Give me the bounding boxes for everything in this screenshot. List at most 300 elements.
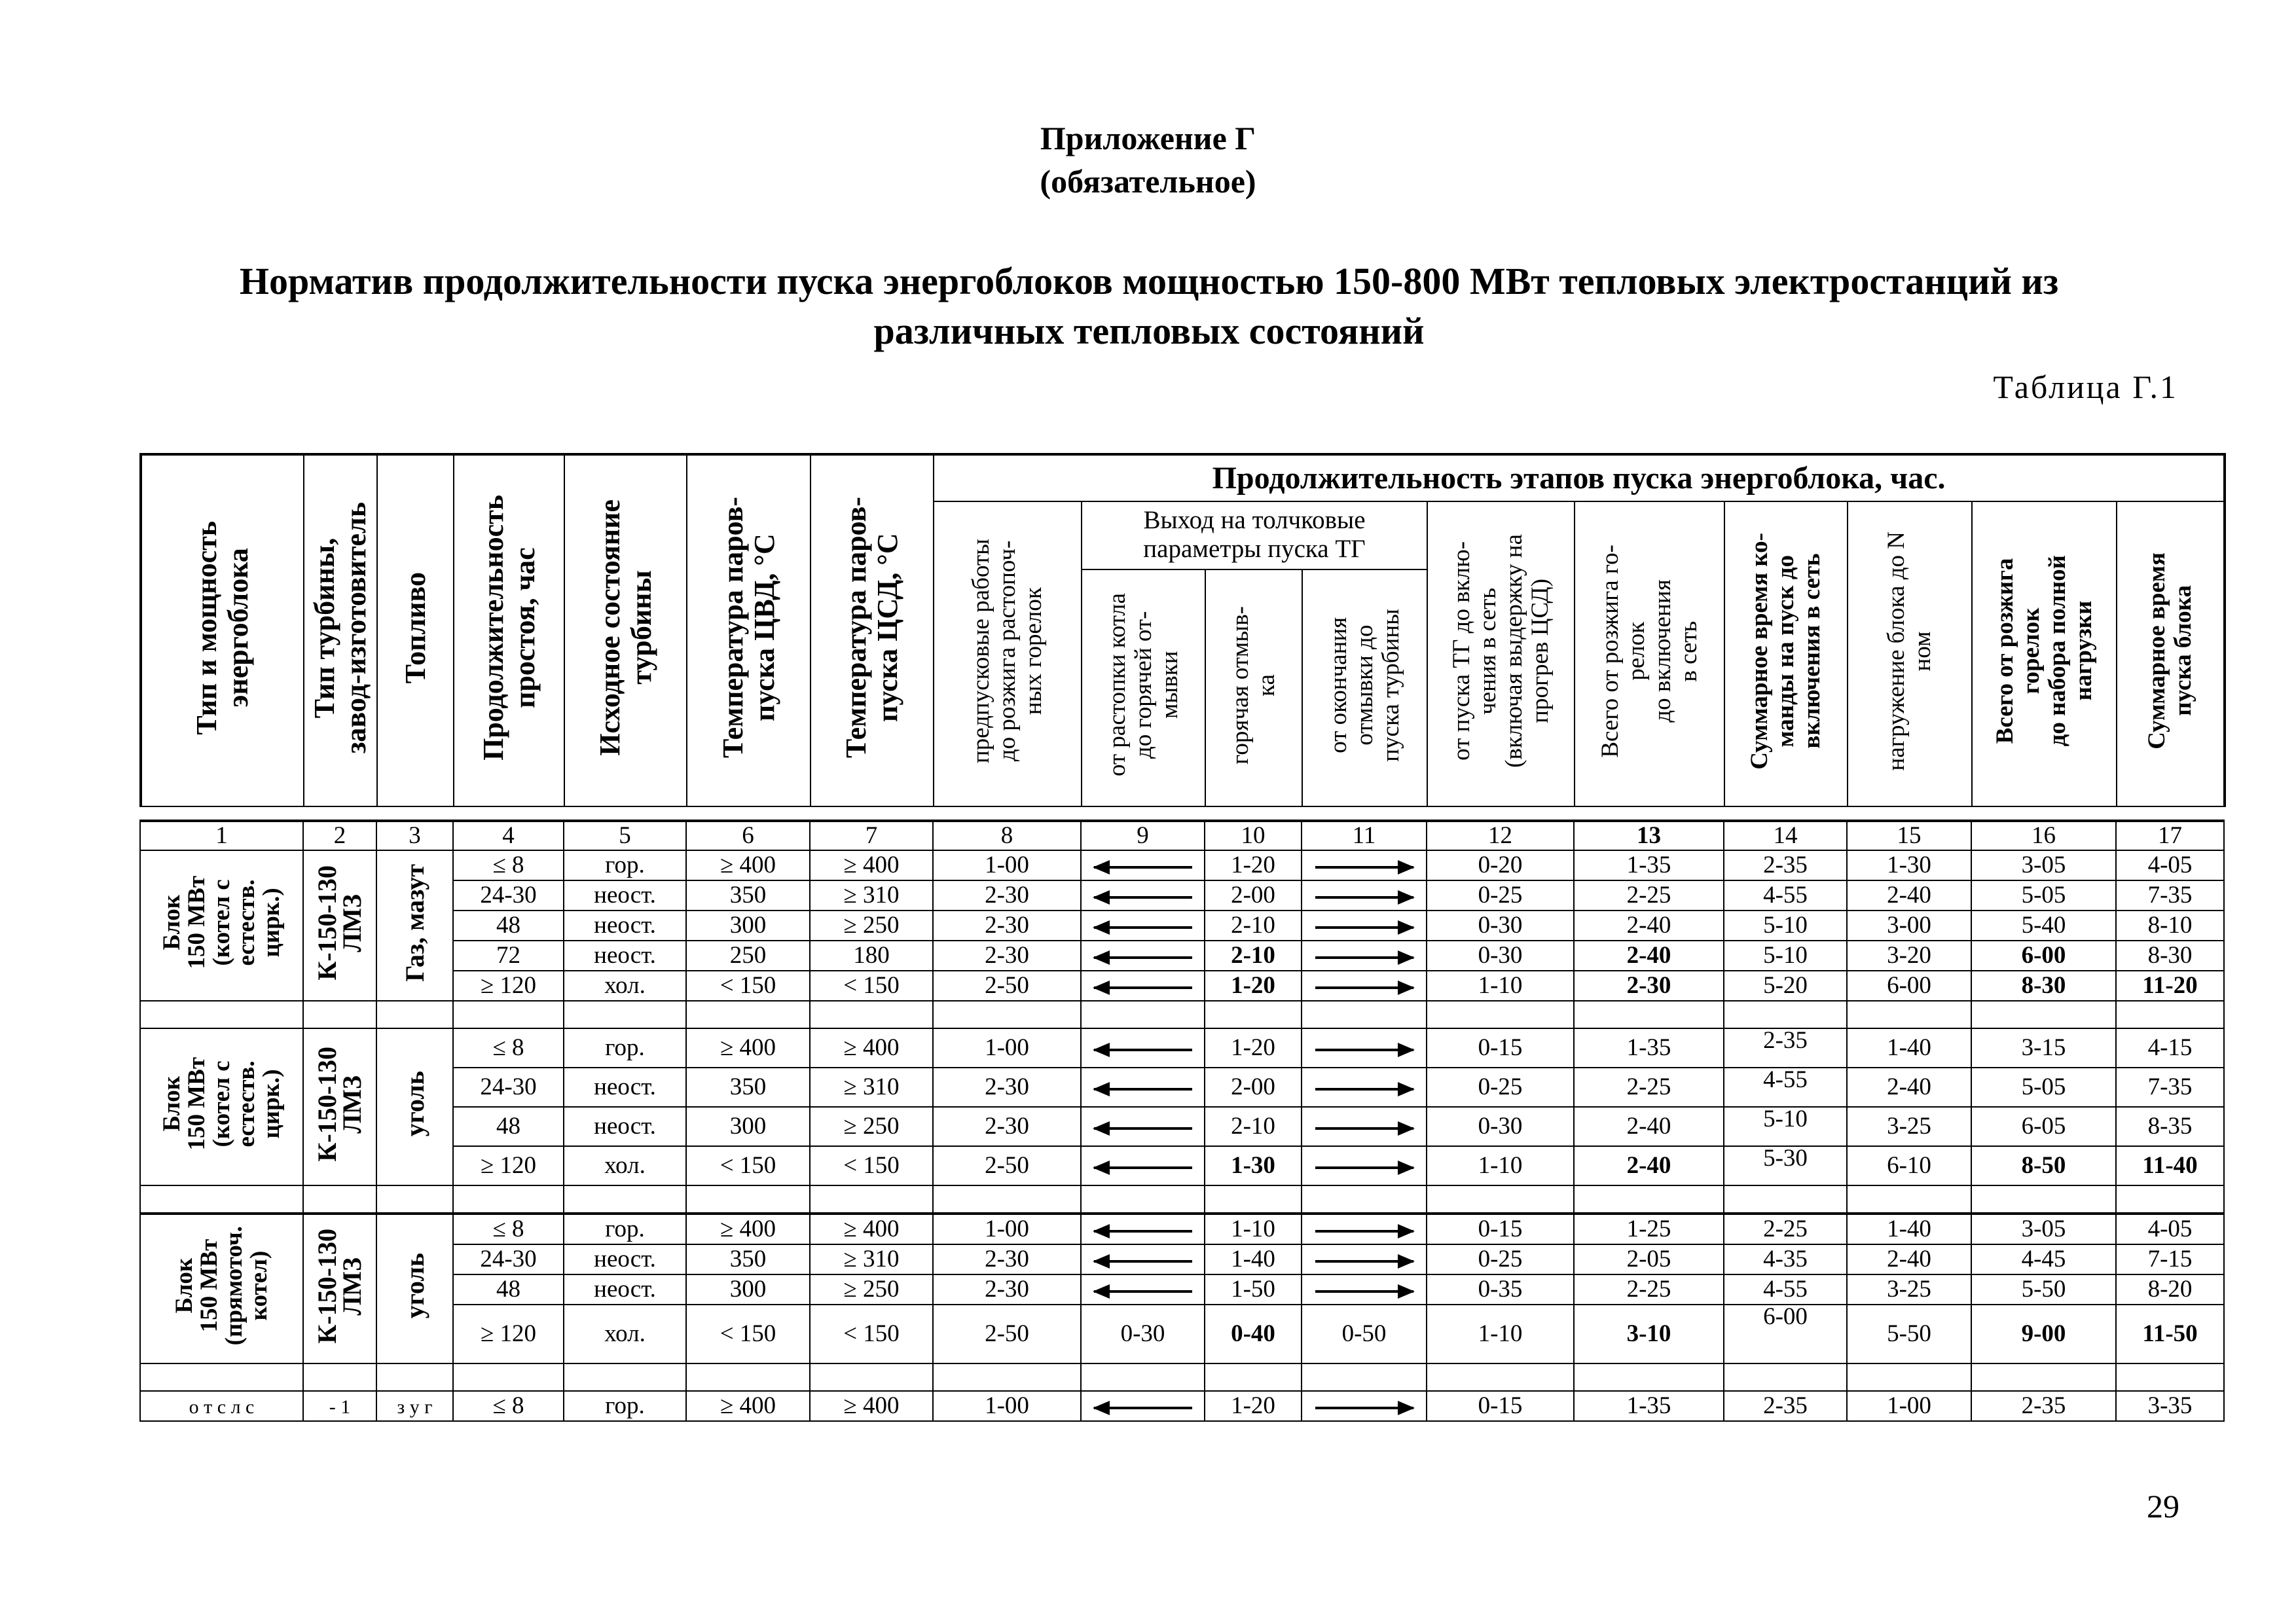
cell-t-cvd: 300 <box>686 911 810 941</box>
empty-cell <box>1847 1185 1971 1214</box>
empty-cell <box>686 1001 810 1028</box>
cell-c15: 6-00 <box>1847 971 1971 1001</box>
cell-c12: 0-15 <box>1427 1028 1574 1068</box>
arrow-left-cell <box>1081 1391 1205 1421</box>
col-number: 15 <box>1847 821 1971 850</box>
arrow-left-cell <box>1081 911 1205 941</box>
cell-state: неост. <box>564 1274 686 1305</box>
turbine-type-label: К-150-130 ЛМЗ <box>312 865 367 981</box>
col-number: 12 <box>1427 821 1574 850</box>
arrow-left-cell <box>1081 941 1205 971</box>
cell-c14: 2-35 <box>1724 850 1847 880</box>
cell-idle: ≤ 8 <box>453 1028 564 1068</box>
fuel-fragment <box>376 1391 453 1421</box>
empty-cell <box>686 1363 810 1391</box>
empty-cell <box>303 1363 376 1391</box>
cell-c16: 9-00 <box>1971 1305 2116 1363</box>
empty-cell <box>1205 1001 1302 1028</box>
cell-state: гор. <box>564 850 686 880</box>
empty-cell <box>810 1363 933 1391</box>
cell-t-cvd: < 150 <box>686 1146 810 1185</box>
cell-c16: 5-50 <box>1971 1274 2116 1305</box>
empty-cell <box>1971 1001 2116 1028</box>
arrow-right-icon <box>1315 1290 1413 1293</box>
empty-cell <box>1574 1185 1724 1214</box>
header-output-params: Выход на толчковые параметры пуска ТГ <box>1082 501 1427 569</box>
empty-cell <box>1302 1185 1427 1214</box>
cell-c14: 4-55 <box>1724 880 1847 911</box>
arrow-left-icon <box>1094 896 1192 899</box>
table-row <box>140 911 2224 941</box>
empty-cell <box>1971 1363 2116 1391</box>
empty-cell <box>376 1363 453 1391</box>
col-number: 10 <box>1205 821 1302 850</box>
cell-idle: ≥ 120 <box>453 1146 564 1185</box>
appendix-status: (обязательное) <box>1040 163 1256 200</box>
cell-c8: 2-50 <box>933 971 1081 1001</box>
cell-c14: 4-35 <box>1724 1244 1847 1274</box>
cell-c15: 3-20 <box>1847 941 1971 971</box>
cell-c8: 2-30 <box>933 880 1081 911</box>
arrow-left-icon <box>1094 1290 1192 1293</box>
cell-c17: 8-30 <box>2116 941 2224 971</box>
col-number: 8 <box>933 821 1081 850</box>
cell-state: неост. <box>564 911 686 941</box>
arrow-right-cell <box>1302 1146 1427 1185</box>
table-row <box>140 1391 2224 1421</box>
cell-c16: 6-00 <box>1971 941 2116 971</box>
header-hot-flush: горячая отмыв- ка <box>1205 569 1302 806</box>
empty-cell <box>1574 1363 1724 1391</box>
col-number: 5 <box>564 821 686 850</box>
col-number: 9 <box>1081 821 1205 850</box>
arrow-left-cell <box>1081 1214 1205 1244</box>
arrow-right-icon <box>1315 1049 1413 1051</box>
cell-t-cvd: ≥ 400 <box>686 1214 810 1244</box>
col-number: 11 <box>1302 821 1427 850</box>
arrow-right-icon <box>1315 1230 1413 1233</box>
cell-c14: 2-25 <box>1724 1214 1847 1244</box>
empty-cell <box>303 1185 376 1214</box>
arrow-left-cell <box>1081 1146 1205 1185</box>
empty-cell <box>1847 1001 1971 1028</box>
cell-c15: 1-00 <box>1847 1391 1971 1421</box>
cell-t-csd: < 150 <box>810 971 933 1001</box>
cell-c17: 4-15 <box>2116 1028 2224 1068</box>
cell-c8: 2-30 <box>933 1244 1081 1274</box>
table-header <box>139 453 2226 807</box>
header-stage-duration: Продолжительность этапов пуска энергоблока, час. <box>934 454 2225 501</box>
cell-c12: 0-30 <box>1427 911 1574 941</box>
arrow-left-cell <box>1081 1244 1205 1274</box>
fuel-label: уголь <box>399 1253 429 1319</box>
cell-c12: 0-25 <box>1427 1244 1574 1274</box>
arrow-right-cell <box>1302 1068 1427 1107</box>
arrow-left-cell <box>1081 880 1205 911</box>
cell-c14: 5-20 <box>1724 971 1847 1001</box>
empty-cell <box>1302 1363 1427 1391</box>
header-idle-duration: Продолжительность простоя, час <box>454 454 564 806</box>
spacer-row <box>140 1185 2224 1214</box>
cell-c17: 11-50 <box>2116 1305 2224 1363</box>
arrow-left-icon <box>1094 1049 1192 1051</box>
cell-c15: 2-40 <box>1847 880 1971 911</box>
header-turbine-type: Тип турбины, завод-изготовитель <box>304 454 377 806</box>
arrow-right-cell <box>1302 1214 1427 1244</box>
cell-t-cvd: < 150 <box>686 1305 810 1363</box>
cell-state: неост. <box>564 941 686 971</box>
cell-c10: 1-40 <box>1205 1244 1302 1274</box>
col-number: 17 <box>2116 821 2224 850</box>
unit-type-fragment-text: о т с л с <box>189 1396 255 1418</box>
empty-cell <box>1427 1001 1574 1028</box>
arrow-right-cell <box>1302 1244 1427 1274</box>
empty-cell <box>1971 1185 2116 1214</box>
cell-t-cvd: 300 <box>686 1107 810 1146</box>
cell-c14: 4-55 <box>1724 1068 1847 1107</box>
table-row <box>140 941 2224 971</box>
empty-cell <box>453 1185 564 1214</box>
cell-c8: 1-00 <box>933 1214 1081 1244</box>
empty-cell <box>933 1185 1081 1214</box>
turbine-fragment <box>303 1391 376 1421</box>
cell-c17: 8-35 <box>2116 1107 2224 1146</box>
fuel-cell <box>376 1028 453 1185</box>
arrow-left-cell <box>1081 850 1205 880</box>
cell-t-csd: < 150 <box>810 1305 933 1363</box>
cell-c14: 4-55 <box>1724 1274 1847 1305</box>
spacer-row <box>140 1001 2224 1028</box>
arrow-right-icon <box>1315 866 1413 869</box>
table-row <box>140 850 2224 880</box>
cell-t-csd: ≥ 310 <box>810 880 933 911</box>
header-fuel: Топливо <box>377 454 454 806</box>
empty-cell <box>686 1185 810 1214</box>
col-number: 13 <box>1574 821 1724 850</box>
arrow-right-cell <box>1302 971 1427 1001</box>
cell-c8: 2-30 <box>933 1107 1081 1146</box>
header-tg-to-grid: от пуска ТГ до вклю- чения в сеть (включая выдержку на прогрев ЦСД) <box>1427 501 1575 806</box>
column-numbers-row <box>140 821 2224 850</box>
cell-c13: 3-10 <box>1574 1305 1724 1363</box>
cell-t-cvd: ≥ 400 <box>686 1028 810 1068</box>
unit-type-fragment <box>140 1391 303 1421</box>
arrow-left-icon <box>1094 1260 1192 1263</box>
cell-idle: 72 <box>453 941 564 971</box>
table-row <box>140 971 2224 1001</box>
header-temp-cvd: Температура паров- пуска ЦВД, °С <box>687 454 811 806</box>
cell-state: хол. <box>564 971 686 1001</box>
cell-c10: 2-10 <box>1205 911 1302 941</box>
table-row <box>140 880 2224 911</box>
cell-idle: 24-30 <box>453 880 564 911</box>
fuel-label: Газ, мазут <box>399 863 429 982</box>
cell-c10: 1-50 <box>1205 1274 1302 1305</box>
turbine-type-label: К-150-130 ЛМЗ <box>312 1046 367 1162</box>
col-number: 3 <box>376 821 453 850</box>
cell-c12: 0-25 <box>1427 880 1574 911</box>
table-row <box>140 1068 2224 1107</box>
fuel-fragment-text: з у г <box>397 1396 433 1418</box>
cell-c14: 5-30 <box>1724 1146 1847 1185</box>
cell-c17: 8-10 <box>2116 911 2224 941</box>
header-boiler-to-flush: от растопки котла до горячей от- мывки <box>1082 569 1205 806</box>
cell-c13: 2-40 <box>1574 911 1724 941</box>
cell-c9: 0-30 <box>1081 1305 1205 1363</box>
cell-c17: 11-20 <box>2116 971 2224 1001</box>
cell-state: хол. <box>564 1146 686 1185</box>
cell-c10: 1-20 <box>1205 971 1302 1001</box>
turbine-type-cell <box>303 850 376 1001</box>
cell-idle: ≤ 8 <box>453 1214 564 1244</box>
cell-c10: 1-10 <box>1205 1214 1302 1244</box>
col-number: 4 <box>453 821 564 850</box>
table-row <box>140 1146 2224 1185</box>
data-table <box>139 820 2225 1422</box>
arrow-left-cell <box>1081 1068 1205 1107</box>
cell-c16: 5-05 <box>1971 880 2116 911</box>
cell-c12: 0-30 <box>1427 941 1574 971</box>
cell-c13: 2-05 <box>1574 1244 1724 1274</box>
arrow-left-icon <box>1094 866 1192 869</box>
empty-cell <box>564 1363 686 1391</box>
cell-state: неост. <box>564 880 686 911</box>
empty-cell <box>2116 1185 2224 1214</box>
document-title: Норматив продолжительности пуска энергоблоков мощностью 150-800 МВт тепловых электростанций из различных тепловых состояний <box>239 260 2059 352</box>
arrow-left-cell <box>1081 971 1205 1001</box>
unit-type-cell <box>140 1214 303 1363</box>
cell-c16: 5-05 <box>1971 1068 2116 1107</box>
empty-cell <box>1081 1185 1205 1214</box>
arrow-right-cell <box>1302 1028 1427 1068</box>
fuel-cell <box>376 850 453 1001</box>
table-row <box>140 1305 2224 1363</box>
col-number: 14 <box>1724 821 1847 850</box>
unit-type-label: Блок 150 МВт (котел с естеств. цирк.) <box>158 1057 285 1151</box>
cell-c8: 2-30 <box>933 911 1081 941</box>
cell-c15: 3-00 <box>1847 911 1971 941</box>
cell-idle: 48 <box>453 1107 564 1146</box>
cell-c12: 1-10 <box>1427 971 1574 1001</box>
arrow-left-icon <box>1094 956 1192 959</box>
cell-c12: 0-20 <box>1427 850 1574 880</box>
cell-c17: 7-35 <box>2116 880 2224 911</box>
empty-cell <box>376 1001 453 1028</box>
arrow-right-cell <box>1302 911 1427 941</box>
cell-c8: 2-50 <box>933 1305 1081 1363</box>
empty-cell <box>1427 1185 1574 1214</box>
cell-t-cvd: 350 <box>686 1244 810 1274</box>
cell-c8: 2-30 <box>933 1068 1081 1107</box>
table-row <box>140 1274 2224 1305</box>
page-number: 29 <box>2147 1488 2179 1525</box>
empty-cell <box>1427 1363 1574 1391</box>
cell-c12: 0-15 <box>1427 1391 1574 1421</box>
cell-t-csd: 180 <box>810 941 933 971</box>
header-temp-csd: Температура паров- пуска ЦСД, °С <box>811 454 934 806</box>
arrow-right-icon <box>1315 1166 1413 1169</box>
cell-c10: 1-30 <box>1205 1146 1302 1185</box>
cell-c12: 0-30 <box>1427 1107 1574 1146</box>
fuel-label: уголь <box>399 1071 429 1137</box>
cell-t-csd: ≥ 310 <box>810 1244 933 1274</box>
cell-state: хол. <box>564 1305 686 1363</box>
cell-c11: 0-50 <box>1302 1305 1427 1363</box>
unit-type-cell <box>140 850 303 1001</box>
cell-state: неост. <box>564 1244 686 1274</box>
header-prestart-works: предпусковые работы до розжига растопоч- ных горелок <box>934 501 1082 806</box>
empty-cell <box>2116 1001 2224 1028</box>
cell-c17: 7-35 <box>2116 1068 2224 1107</box>
empty-cell <box>303 1001 376 1028</box>
arrow-left-icon <box>1094 1166 1192 1169</box>
cell-c13: 2-25 <box>1574 880 1724 911</box>
cell-c8: 2-50 <box>933 1146 1081 1185</box>
unit-type-cell <box>140 1028 303 1185</box>
header-total-ignition-to-grid: Всего от розжига го- релок до включения в сеть <box>1575 501 1724 806</box>
arrow-right-cell <box>1302 1391 1427 1421</box>
col-number: 16 <box>1971 821 2116 850</box>
empty-cell <box>564 1185 686 1214</box>
empty-cell <box>1574 1001 1724 1028</box>
cell-c15: 3-25 <box>1847 1274 1971 1305</box>
cell-c13: 2-30 <box>1574 971 1724 1001</box>
arrow-right-icon <box>1315 1260 1413 1263</box>
cell-t-cvd: 350 <box>686 1068 810 1107</box>
empty-cell <box>810 1185 933 1214</box>
arrow-left-cell <box>1081 1274 1205 1305</box>
turbine-type-cell <box>303 1028 376 1185</box>
arrow-right-icon <box>1315 1407 1413 1409</box>
empty-cell <box>140 1363 303 1391</box>
arrow-right-cell <box>1302 880 1427 911</box>
cell-c15: 2-40 <box>1847 1244 1971 1274</box>
arrow-right-icon <box>1315 956 1413 959</box>
cell-t-csd: ≥ 400 <box>810 1028 933 1068</box>
arrow-left-icon <box>1094 1088 1192 1091</box>
cell-t-csd: ≥ 250 <box>810 1274 933 1305</box>
cell-c16: 5-40 <box>1971 911 2116 941</box>
cell-t-csd: < 150 <box>810 1146 933 1185</box>
cell-c16: 3-15 <box>1971 1028 2116 1068</box>
cell-t-csd: ≥ 400 <box>810 850 933 880</box>
empty-cell <box>140 1185 303 1214</box>
arrow-right-cell <box>1302 1274 1427 1305</box>
empty-cell <box>1081 1001 1205 1028</box>
empty-cell <box>564 1001 686 1028</box>
cell-c16: 4-45 <box>1971 1244 2116 1274</box>
cell-t-cvd: 250 <box>686 941 810 971</box>
arrow-left-icon <box>1094 1230 1192 1233</box>
arrow-left-icon <box>1094 986 1192 989</box>
cell-c15: 1-40 <box>1847 1214 1971 1244</box>
cell-c14: 5-10 <box>1724 911 1847 941</box>
cell-c16: 3-05 <box>1971 1214 2116 1244</box>
empty-cell <box>1205 1363 1302 1391</box>
empty-cell <box>2116 1363 2224 1391</box>
turbine-type-cell <box>303 1214 376 1363</box>
cell-state: гор. <box>564 1028 686 1068</box>
cell-t-csd: ≥ 400 <box>810 1391 933 1421</box>
cell-c15: 5-50 <box>1847 1305 1971 1363</box>
arrow-right-icon <box>1315 1088 1413 1091</box>
cell-c16: 8-30 <box>1971 971 2116 1001</box>
arrow-left-icon <box>1094 1127 1192 1130</box>
cell-c14: 5-10 <box>1724 941 1847 971</box>
cell-c13: 2-40 <box>1574 1107 1724 1146</box>
empty-cell <box>1847 1363 1971 1391</box>
table-row <box>140 1107 2224 1146</box>
header-initial-state: Исходное состояние турбины <box>564 454 687 806</box>
empty-cell <box>933 1001 1081 1028</box>
cell-idle: ≥ 120 <box>453 1305 564 1363</box>
cell-c12: 0-25 <box>1427 1068 1574 1107</box>
cell-state: неост. <box>564 1068 686 1107</box>
arrow-right-icon <box>1315 986 1413 989</box>
cell-c10: 2-10 <box>1205 1107 1302 1146</box>
cell-state: неост. <box>564 1107 686 1146</box>
cell-c14: 5-10 <box>1724 1107 1847 1146</box>
empty-cell <box>453 1363 564 1391</box>
cell-c13: 1-35 <box>1574 1028 1724 1068</box>
col-number: 2 <box>303 821 376 850</box>
arrow-left-cell <box>1081 1107 1205 1146</box>
cell-c17: 8-20 <box>2116 1274 2224 1305</box>
cell-t-csd: ≥ 250 <box>810 911 933 941</box>
cell-c14: 2-35 <box>1724 1391 1847 1421</box>
cell-t-cvd: ≥ 400 <box>686 1391 810 1421</box>
cell-c15: 1-30 <box>1847 850 1971 880</box>
cell-c8: 1-00 <box>933 1391 1081 1421</box>
empty-cell <box>1302 1001 1427 1028</box>
empty-cell <box>810 1001 933 1028</box>
header-total-ignition-full-load: Всего от розжига горелок до набора полной нагрузки <box>1972 501 2117 806</box>
cell-c15: 6-10 <box>1847 1146 1971 1185</box>
cell-t-cvd: 350 <box>686 880 810 911</box>
header-flush-to-turbine: от окончания отмывки до пуска турбины <box>1302 569 1427 806</box>
cell-c10: 0-40 <box>1205 1305 1302 1363</box>
cell-c8: 1-00 <box>933 850 1081 880</box>
cell-idle: 48 <box>453 911 564 941</box>
arrow-right-icon <box>1315 896 1413 899</box>
col-number: 6 <box>686 821 810 850</box>
empty-cell <box>376 1185 453 1214</box>
fuel-cell <box>376 1214 453 1363</box>
cell-c17: 4-05 <box>2116 850 2224 880</box>
unit-type-label: Блок 150 МВт (прямоточ. котел) <box>170 1226 272 1346</box>
cell-c15: 2-40 <box>1847 1068 1971 1107</box>
cell-c12: 1-10 <box>1427 1146 1574 1185</box>
empty-cell <box>453 1001 564 1028</box>
arrow-right-cell <box>1302 1107 1427 1146</box>
header-unit-type: Тип и мощность энергоблока <box>141 454 304 806</box>
cell-c13: 2-40 <box>1574 1146 1724 1185</box>
arrow-left-cell <box>1081 1028 1205 1068</box>
cell-idle: 24-30 <box>453 1244 564 1274</box>
header-total-start-time: Суммарное время пуска блока <box>2117 501 2225 806</box>
cell-c17: 4-05 <box>2116 1214 2224 1244</box>
table-row <box>140 1244 2224 1274</box>
cell-c10: 2-10 <box>1205 941 1302 971</box>
cell-c13: 1-35 <box>1574 1391 1724 1421</box>
cell-c16: 2-35 <box>1971 1391 2116 1421</box>
cell-state: гор. <box>564 1214 686 1244</box>
header-loading-nom: нагружение блока до N ном <box>1848 501 1972 806</box>
cell-c8: 2-30 <box>933 1274 1081 1305</box>
cell-c15: 1-40 <box>1847 1028 1971 1068</box>
cell-c16: 8-50 <box>1971 1146 2116 1185</box>
header-total-command-to-grid: Суммарное время ко- манды на пуск до включения в сеть <box>1724 501 1848 806</box>
